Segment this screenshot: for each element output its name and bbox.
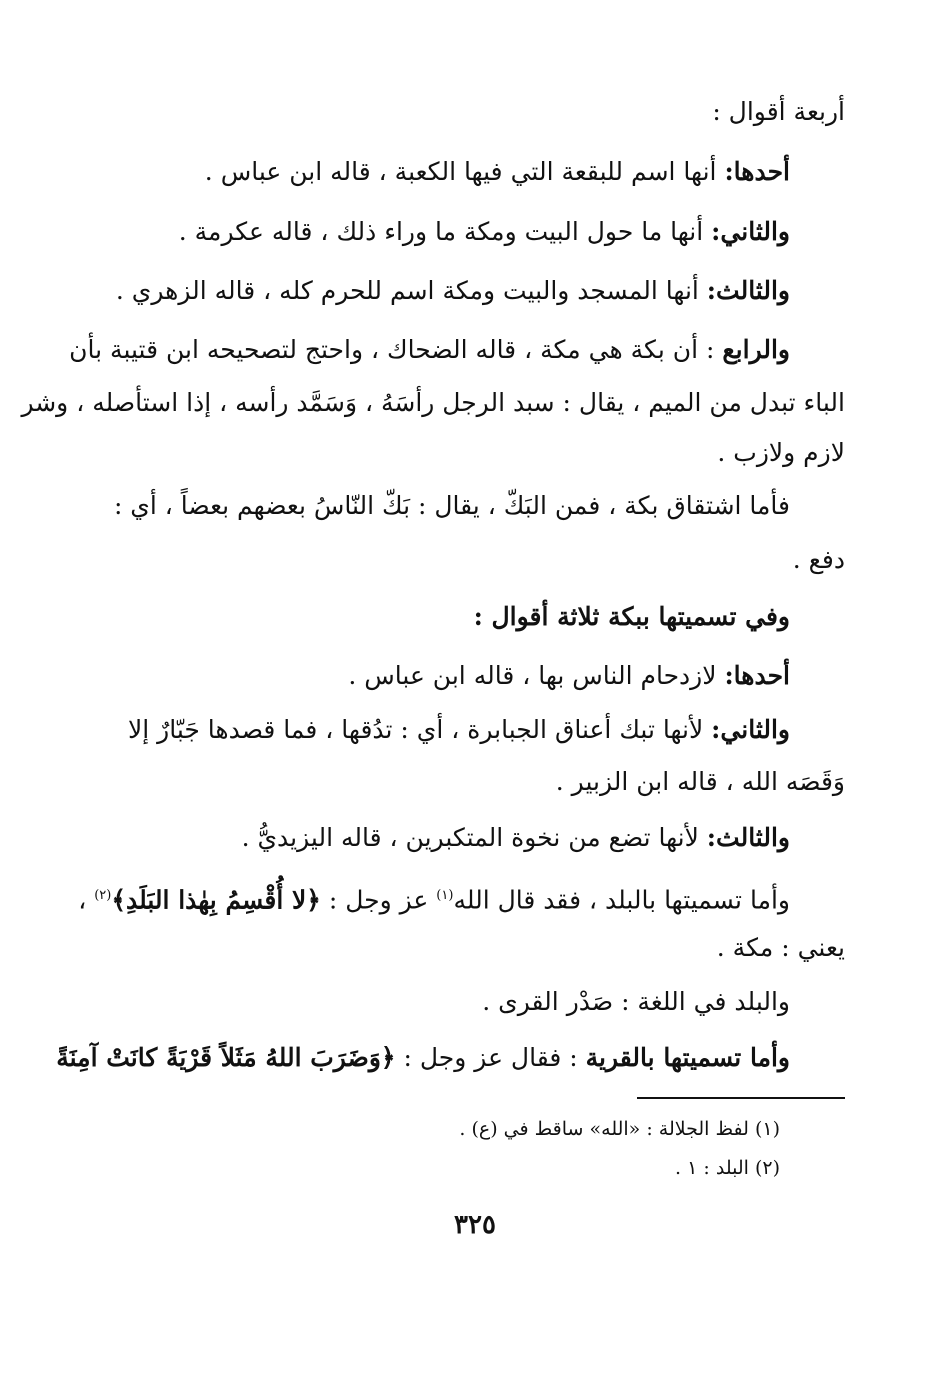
- line-label: والثاني:: [711, 715, 790, 744]
- text-line-17: [482, 982, 790, 1022]
- line-text: عز وجل :: [320, 885, 437, 915]
- line-text: والبلد في اللغة : صَدْر القرى .: [482, 987, 790, 1016]
- line-text: أربعة أقوال :: [712, 97, 845, 126]
- text-line-16: [717, 928, 845, 968]
- line-text: دفع .: [792, 545, 845, 574]
- footnote-text: (١) لفظ الجلالة : «الله» ساقط في (ع) .: [459, 1118, 780, 1140]
- footnote-2: [675, 1153, 780, 1183]
- quran-verse: ﴿لا أُقْسِمُ بِهٰذا البَلَدِ﴾: [111, 885, 321, 915]
- text-line-18: [56, 1038, 790, 1078]
- line-text: لازدحام الناس بها ، قاله ابن عباس .: [348, 661, 725, 690]
- line-text: لأنها تضع من نخوة المتكبرين ، قاله اليزيديُّ .: [241, 823, 707, 852]
- line-text: أنها ما حول البيت ومكة ما وراء ذلك ، قاله عكرمة .: [178, 217, 712, 246]
- line-label: والرابع: [722, 335, 790, 364]
- text-line-8: [113, 486, 790, 526]
- line-text: وفي تسميتها ببكة ثلاثة أقوال :: [473, 602, 790, 631]
- line-text: لأنها تبك أعناق الجبابرة ، أي : تدُقها ، فما قصدها جَبّارٌ إلا: [128, 715, 712, 744]
- text-line-4: [116, 271, 790, 311]
- footnote-divider: [637, 1097, 845, 1099]
- footnote-ref-2: (٢): [94, 888, 112, 903]
- line-label: والثالث:: [706, 823, 790, 852]
- text-line-7: [717, 433, 845, 473]
- line-text: وَقَصَه الله ، قاله ابن الزبير .: [555, 767, 845, 796]
- line-label: وأما تسميتها بالقرية: [585, 1043, 790, 1072]
- line-text: أنها اسم للبقعة التي فيها الكعبة ، قاله ابن عباس .: [204, 157, 725, 186]
- line-text: يعني : مكة .: [716, 933, 845, 962]
- text-line-12: [128, 710, 790, 750]
- line-text: فأما اشتقاق بكة ، فمن البَكّ ، يقال : بَكّ النّاسُ بعضهم بعضاً ، أي :: [113, 491, 790, 520]
- line-text: لازم ولازب .: [717, 438, 845, 467]
- text-line-10-heading: [474, 597, 790, 637]
- line-text: ،: [78, 885, 95, 915]
- text-line-3: [179, 212, 790, 252]
- text-line-6: [21, 383, 845, 423]
- text-line-15: [78, 876, 790, 920]
- text-line-11: [348, 656, 790, 696]
- line-text: الباء تبدل من الميم ، يقال : سبد الرجل رأسَهُ ، وَسَمَّد رأسه ، إذا استأصله ، وشر: [21, 388, 845, 417]
- line-label: والثاني:: [711, 217, 790, 246]
- footnote-text: (٢) البلد : ١ .: [675, 1157, 780, 1179]
- text-line-13: [556, 762, 845, 802]
- line-text: أنها المسجد والبيت ومكة اسم للحرم كله ، قاله الزهري .: [115, 276, 707, 305]
- quran-verse: ﴿وَضَرَبَ اللهُ مَثَلاً قَرْيَةً كانَتْ آمِنَةً: [56, 1043, 396, 1072]
- text-line-9: [793, 540, 845, 580]
- line-label: أحدها:: [724, 157, 790, 186]
- text-line-2: [205, 152, 790, 192]
- line-text: : فقال عز وجل :: [395, 1043, 586, 1072]
- page-number: ٣٢٥: [454, 1210, 496, 1240]
- text-line-5: [69, 330, 790, 370]
- line-label: والثالث:: [706, 276, 790, 305]
- line-text: وأما تسميتها بالبلد ، فقد قال الله: [453, 885, 790, 915]
- line-label: أحدها:: [724, 661, 790, 690]
- footnote-1: [459, 1114, 780, 1144]
- text-line-14: [242, 818, 790, 858]
- text-line-1: [712, 92, 845, 132]
- footnote-ref-1: (١): [436, 888, 454, 903]
- line-text: : أن بكة هي مكة ، قاله الضحاك ، واحتج لتصحيحه ابن قتيبة بأن: [69, 335, 723, 364]
